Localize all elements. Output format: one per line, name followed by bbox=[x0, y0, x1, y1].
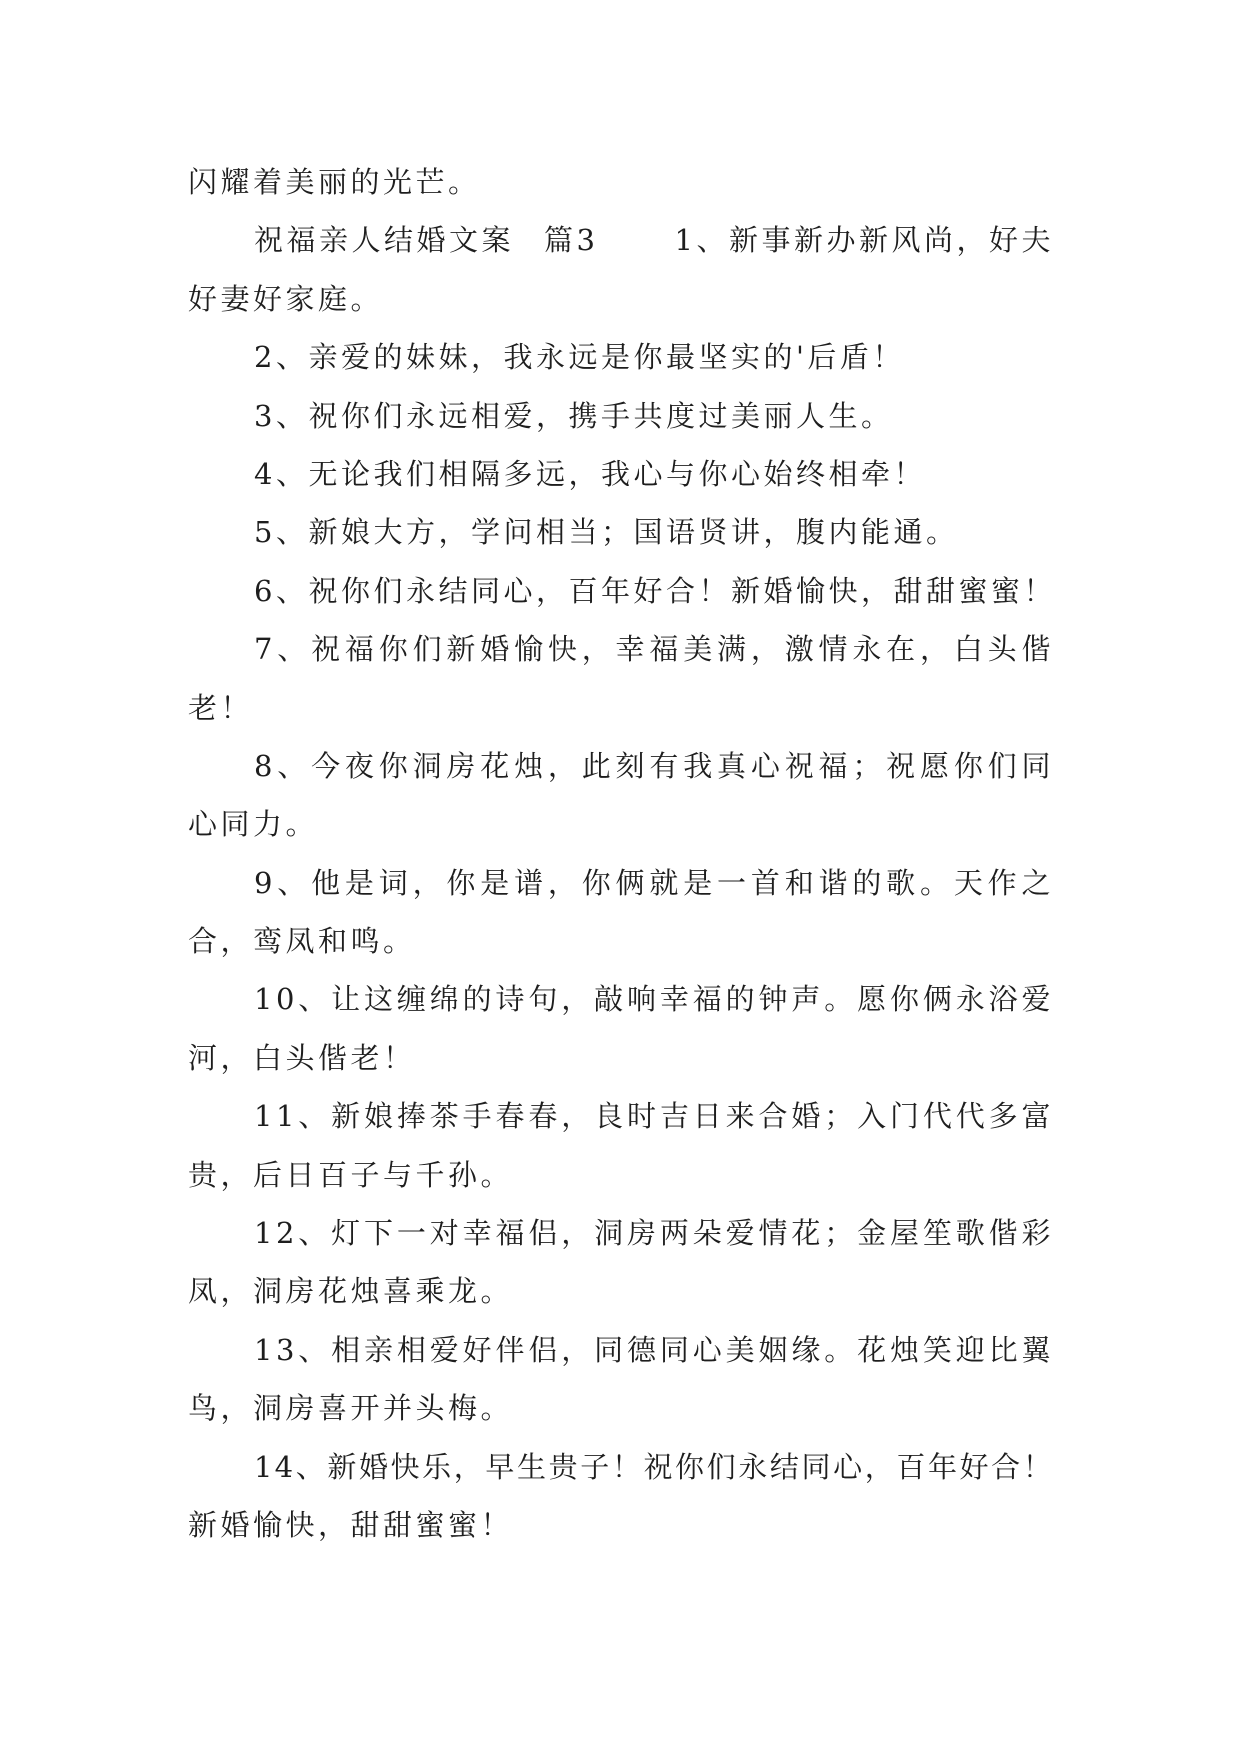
item-12-line-1: 12、灯下一对幸福侣，洞房两朵爱情花；金屋笙歌偕彩 bbox=[254, 1216, 1054, 1251]
item-10-line-1: 10、让这缠绵的诗句，敲响幸福的钟声。愿你俩永浴爱 bbox=[254, 982, 1054, 1017]
section-label: 篇3 bbox=[544, 223, 599, 258]
item-14-line-2: 新婚愉快，甜甜蜜蜜！ bbox=[188, 1507, 514, 1542]
item-7-line-1: 7、祝福你们新婚愉快，幸福美满，激情永在，白头偕 bbox=[254, 632, 1054, 667]
item-9-line-2: 合，鸾凤和鸣。 bbox=[188, 924, 416, 959]
item-13-line-1: 13、相亲相爱好伴侣，同德同心美姻缘。花烛笑迎比翼 bbox=[254, 1332, 1054, 1367]
item-1-line-2: 好妻好家庭。 bbox=[188, 281, 384, 316]
document-body bbox=[188, 153, 1054, 1554]
item-1-line-1: 1、新事新办新风尚，好夫 bbox=[674, 223, 1054, 258]
item-6-line-1: 6、祝你们永结同心，百年好合！新婚愉快，甜甜蜜蜜！ bbox=[254, 573, 1056, 608]
item-2-line-1: 2、亲爱的妹妹，我永远是你最坚实的'后盾！ bbox=[254, 340, 905, 375]
item-12-line-2: 凤，洞房花烛喜乘龙。 bbox=[188, 1274, 514, 1309]
item-5-line-1: 5、新娘大方，学问相当；国语贤讲，腹内能通。 bbox=[254, 515, 959, 550]
item-14-line-1: 14、新婚快乐，早生贵子！祝你们永结同心，百年好合！ bbox=[254, 1449, 1054, 1484]
item-11-line-2: 贵，后日百子与千孙。 bbox=[188, 1157, 514, 1192]
item-8-line-1: 8、今夜你洞房花烛，此刻有我真心祝福；祝愿你们同 bbox=[254, 748, 1054, 783]
section-heading-row bbox=[188, 211, 1054, 269]
item-3-line-1: 3、祝你们永远相爱，携手共度过美丽人生。 bbox=[254, 398, 894, 433]
section-title: 祝福亲人结婚文案 bbox=[254, 223, 515, 258]
item-7-line-2: 老！ bbox=[188, 690, 254, 725]
item-8-line-2: 心同力。 bbox=[188, 807, 319, 842]
item-13-line-2: 鸟，洞房喜开并头梅。 bbox=[188, 1391, 514, 1426]
item-4-line-1: 4、无论我们相隔多远，我心与你心始终相牵！ bbox=[254, 456, 926, 491]
item-9-line-1: 9、他是词，你是谱，你俩就是一首和谐的歌。天作之 bbox=[254, 865, 1054, 900]
item-11-line-1: 11、新娘捧茶手春春，良时吉日来合婚；入门代代多富 bbox=[254, 1099, 1054, 1134]
paragraph-continuation: 闪耀着美丽的光芒。 bbox=[188, 165, 481, 199]
item-10-line-2: 河，白头偕老！ bbox=[188, 1040, 416, 1075]
